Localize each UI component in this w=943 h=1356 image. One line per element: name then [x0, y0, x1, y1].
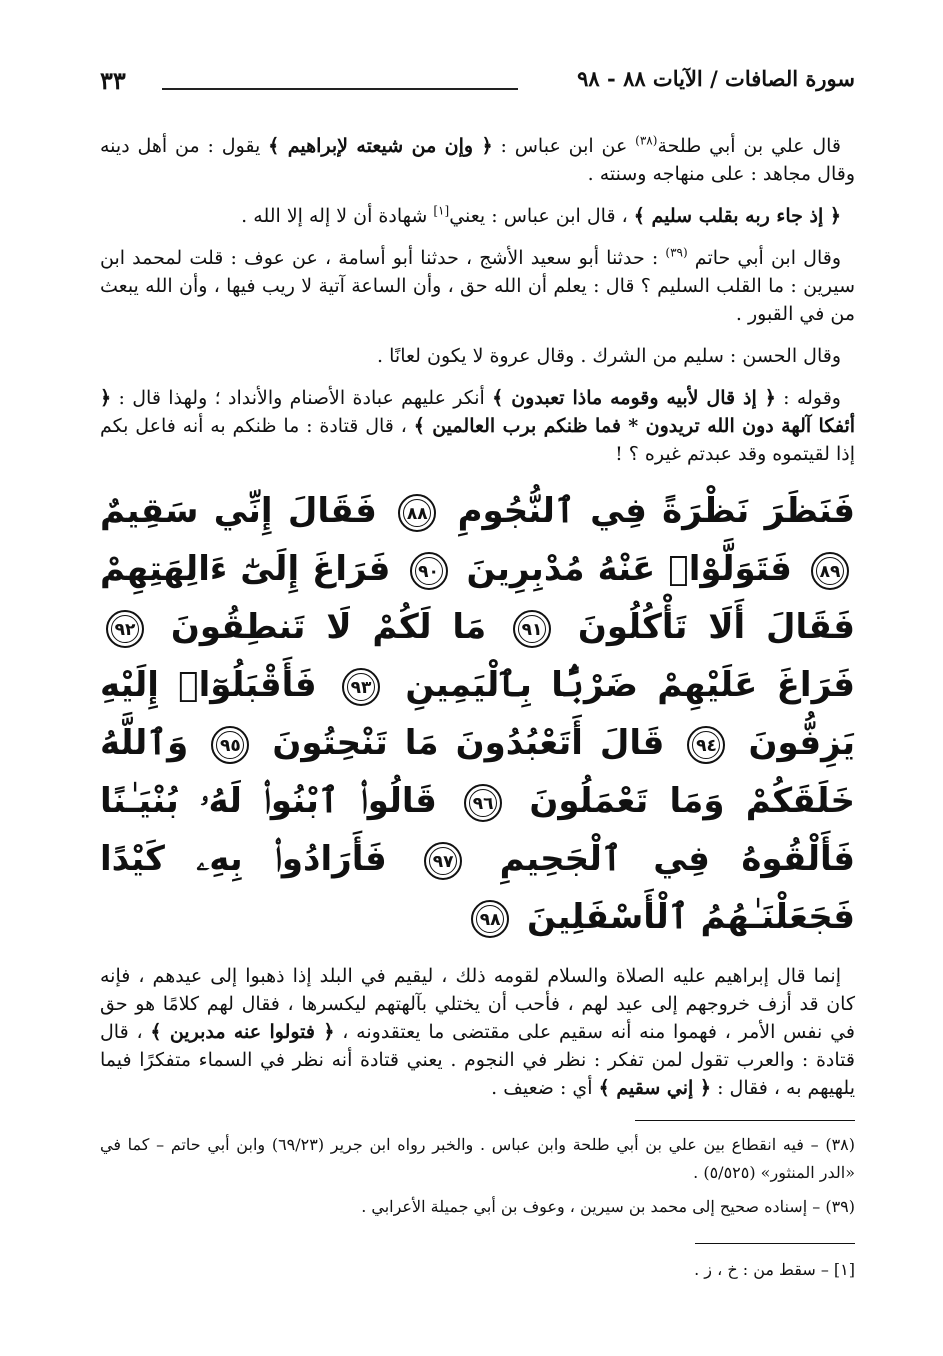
footnote-text: إسناده صحيح إلى محمد بن سيرين ، وعوف بن أبي جميلة الأعرابي . [361, 1197, 813, 1216]
footnote-divider [635, 1120, 855, 1121]
ayah-number-marker: ٩٣ [342, 668, 380, 706]
verse-88: فَنَظَرَ نَظْرَةً فِي ٱلنُّجُومِ [457, 491, 856, 531]
text: وقال الحسن : سليم من الشرك . وقال عروة لا يكون لعانًا . [377, 345, 841, 367]
paragraph-3 [100, 244, 855, 328]
verse-89: فَقَالَ إِنِّي سَقِيمٌ [100, 491, 377, 531]
verse-94: فَأَقْبَلُوٓا۟ إِلَيْهِ يَزِفُّونَ [100, 665, 856, 763]
footnote-text: فيه انقطاع بين علي بن أبي طلحة وابن عباس . والخبر رواه ابن جرير (٦٩/٢٣) وابن أبي حاتم – كما في «الدر المنثور» (٥/٥٢٥) . [100, 1135, 855, 1182]
text: عن ابن عباس : [492, 135, 636, 157]
ayah-number-marker: ٨٨ [398, 494, 436, 532]
verse-97: قَالُوا۟ ٱبْنُوا۟ لَهُۥ بُنْيَـٰنًا فَأَلْقُوهُ فِي ٱلْجَحِيمِ [100, 781, 856, 879]
verse-93: فَرَاغَ عَلَيْهِمْ ضَرْبًۢا بِٱلْيَمِينِ [405, 665, 855, 705]
running-header [100, 58, 855, 102]
text: وقوله : [775, 387, 841, 409]
paragraph-1 [100, 132, 855, 188]
verse-91: فَرَاغَ إِلَىٰٓ ءَالِهَتِهِمْ فَقَالَ أَلَا تَأْكُلُونَ [100, 549, 855, 647]
quran-quote: ﴿ إذ قال لأبيه وقومه ماذا تعبدون ﴾ [492, 387, 776, 409]
verse-92: مَا لَكُمْ لَا تَنطِقُونَ [170, 607, 487, 647]
quran-quote: ﴿ فتولوا عنه مدبرين ﴾ [150, 1021, 335, 1043]
note-number: [١] – [820, 1260, 855, 1279]
verse-98: فَأَرَادُوا۟ بِهِۦ كَيْدًا فَجَعَلْنَـٰهُمُ ٱلْأَسْفَلِينَ [100, 839, 855, 937]
paragraph-6 [100, 962, 855, 1102]
paragraph-4 [100, 342, 855, 370]
text: قال علي بن أبي طلحة [657, 135, 841, 157]
paragraph-5 [100, 384, 855, 468]
text: ، قال قتادة : ما ظنكم به أنه فاعل بكم إذا لقيتموه وقد عبدتم غيره ؟ ! [100, 415, 855, 465]
ayah-number-marker: ٩٧ [424, 842, 462, 880]
footnote-38 [100, 1131, 855, 1187]
footnote-ref-38[interactable]: (٣٨) [635, 133, 658, 148]
ayah-number-marker: ٩٢ [106, 610, 144, 648]
quran-verses-block [100, 482, 855, 946]
header-rule [162, 88, 518, 90]
text: وقال ابن أبي حاتم [687, 247, 841, 269]
ayah-number-marker: ٨٩ [811, 552, 849, 590]
footnote-ref-39[interactable]: (٣٩) [665, 245, 688, 260]
book-page [100, 58, 855, 1316]
text: ، قال قتادة : والعرب تقول لمن تفكر : نظر في النجوم . يعني قتادة أنه نظر في السماء متفكرًا فيما يلهيهم به ، فقال : [100, 1021, 855, 1099]
quran-quote: ﴿ إذ جاء ربه بقلب سليم ﴾ [633, 205, 841, 227]
note-text: سقط من : خ ، ز . [694, 1260, 821, 1279]
text: : حدثنا أبو سعيد الأشج ، حدثنا أبو أسامة ، عن عوف : قلت لمحمد ابن سيرين : ما القلب السليم ؟ قال : يعلم أن الله حق ، وأن الساعة آتية لا ريب فيها ، وأن الله يبعث من في القبور . [100, 247, 855, 325]
verse-96: وَٱللَّهُ خَلَقَكُمْ وَمَا تَعْمَلُونَ [100, 723, 855, 821]
text: أي : ضعيف . [491, 1077, 599, 1099]
ayah-number-marker: ٩٥ [211, 726, 249, 764]
text: شهادة أن لا إله إلا الله . [241, 205, 434, 227]
editorial-note-1 [100, 1256, 855, 1284]
quran-quote: ﴿ وإن من شيعته لإبراهيم ﴾ [268, 135, 493, 157]
verse-95: قَالَ أَتَعْبُدُونَ مَا تَنْحِتُونَ [272, 723, 665, 763]
text: إنما قال إبراهيم عليه الصلاة والسلام لقومه ذلك ، ليقيم في البلد إذا ذهبوا إلى عيدهم ، فإنه كان قد أزف خروجهم إلى عيد لهم ، فأحب أن يختلي بآلهتهم ليكسرها ، فقال لهم كلامًا هو حق في نفس الأمر ، فهموا منه أنه سقيم على مقتضى ما يعتقدونه ، [100, 965, 856, 1043]
text: ، قال ابن عباس : يعني [449, 205, 634, 227]
ayah-number-marker: ٩١ [513, 610, 551, 648]
editorial-ref-1[interactable]: [١] [433, 203, 450, 218]
footnote-number: (٣٨) – [810, 1135, 856, 1154]
footnote-number: (٣٩) – [812, 1197, 855, 1216]
editorial-divider [695, 1243, 855, 1244]
paragraph-2 [100, 202, 855, 230]
ayah-number-marker: ٩٤ [687, 726, 725, 764]
page-number: ٣٣ [100, 66, 126, 95]
body-text [100, 132, 855, 1284]
ayah-number-marker: ٩٨ [471, 900, 509, 938]
text: أنكر عليهم عبادة الأصنام والأنداد ؛ ولهذا قال : [111, 387, 493, 409]
header-title: سورة الصافات / الآيات ٨٨ - ٩٨ [577, 66, 855, 91]
verse-90: فَتَوَلَّوْا۟ عَنْهُ مُدْبِرِينَ [466, 549, 792, 589]
ayah-number-marker: ٩٦ [464, 784, 502, 822]
footnote-39 [100, 1193, 855, 1221]
quran-quote: ﴿ أئفكا آلهة دون الله تريدون * فما ظنكم برب العالمين ﴾ [100, 387, 856, 437]
ayah-number-marker: ٩٠ [410, 552, 448, 590]
text: يقول : من أهل دينه وقال مجاهد : على منهاجه وسنته . [100, 135, 855, 185]
quran-quote: ﴿ إني سقيم ﴾ [598, 1077, 712, 1099]
